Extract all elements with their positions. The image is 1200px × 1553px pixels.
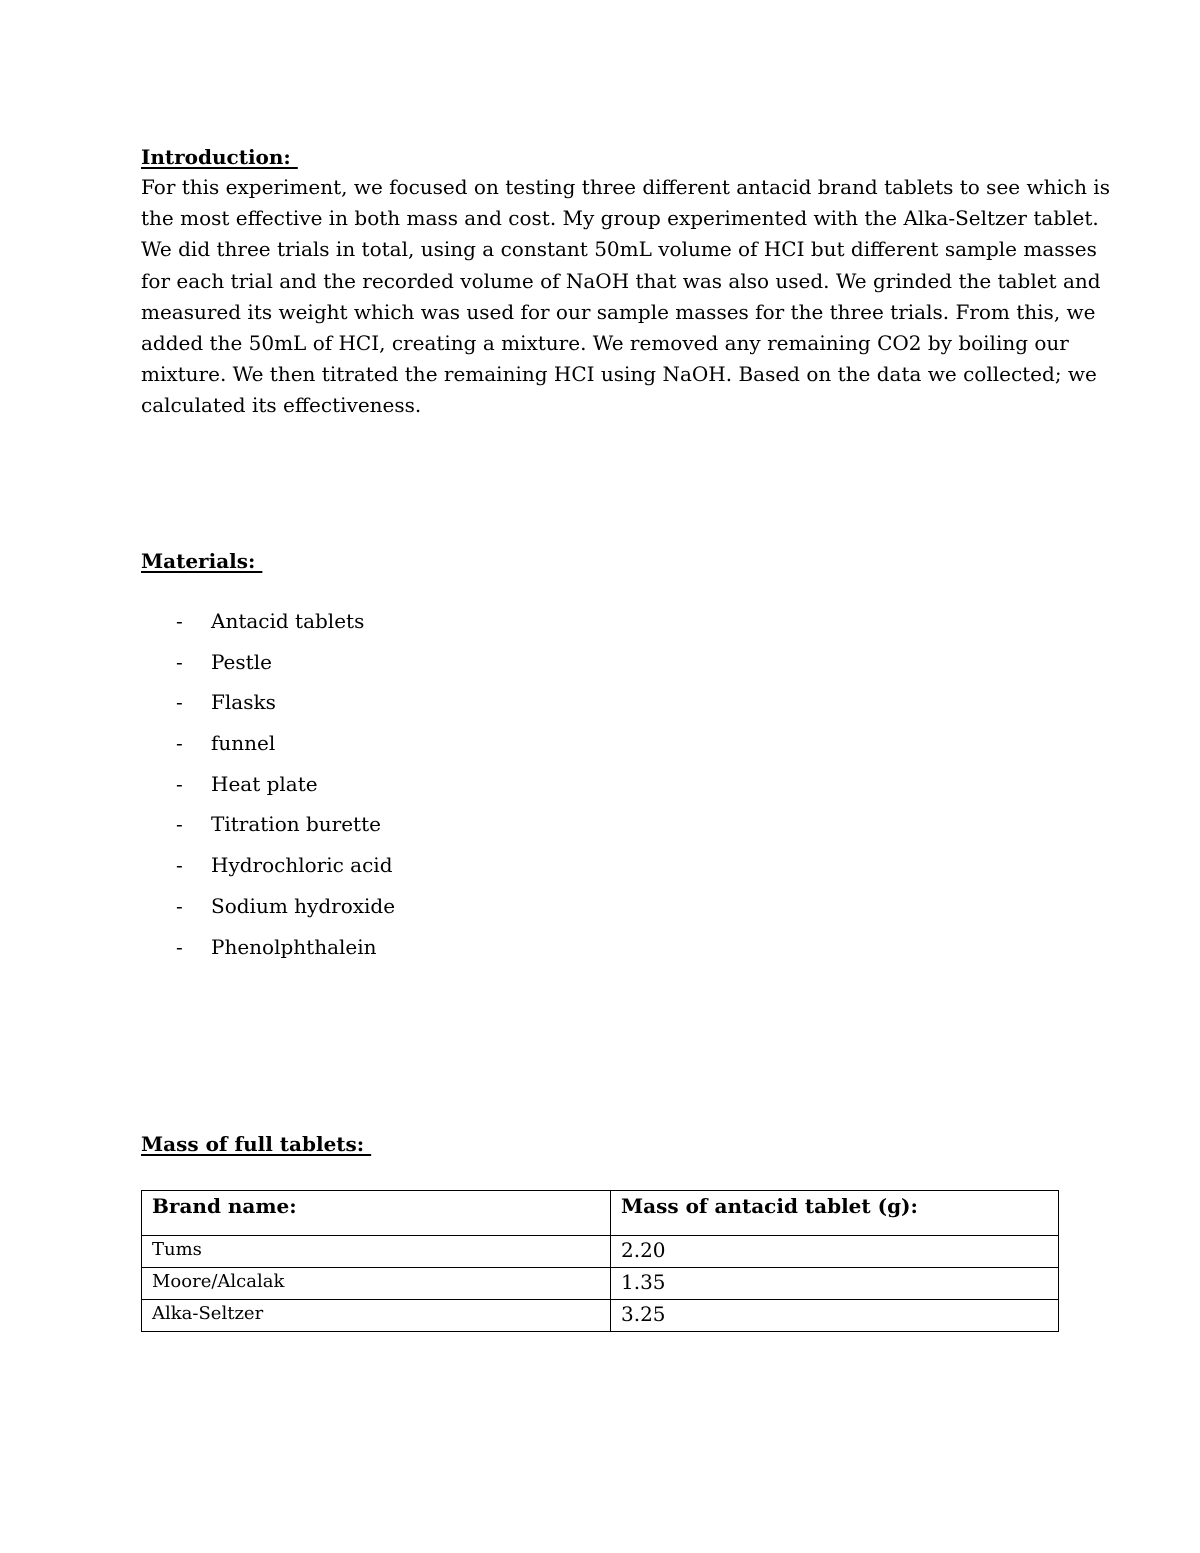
introduction-line: measured its weight which was used for our sample masses for the three trials. From this, we [141, 299, 1096, 324]
bullet-dash: - [176, 853, 183, 878]
table-header-row [142, 1191, 1059, 1236]
bullet-dash: - [176, 690, 183, 715]
introduction-heading: Introduction: [141, 145, 298, 169]
material-item-label: Titration burette [211, 812, 381, 837]
mass-cell: 2.20 [611, 1236, 1059, 1268]
material-item-label: funnel [211, 731, 276, 756]
introduction-line: calculated its effectiveness. [141, 393, 422, 418]
bullet-dash: - [176, 893, 183, 918]
material-item-label: Phenolphthalein [211, 934, 377, 959]
bullet-dash: - [176, 609, 183, 633]
introduction-line: We did three trials in total, using a constant 50mL volume of HCI but different sample masses [141, 237, 1097, 262]
materials-heading: Materials: [141, 549, 263, 573]
material-item-label: Antacid tablets [211, 609, 365, 633]
bullet-dash: - [176, 771, 183, 796]
bullet-dash: - [176, 812, 183, 837]
mass-cell: 1.35 [611, 1268, 1059, 1300]
introduction-line: for each trial and the recorded volume of NaOH that was also used. We grinded the tablet and [141, 268, 1101, 293]
material-item-label: Heat plate [211, 771, 318, 796]
brand-cell: Moore/Alcalak [142, 1268, 611, 1300]
brand-cell: Tums [142, 1236, 611, 1268]
mass-heading: Mass of full tablets: [141, 1132, 372, 1156]
table-row [142, 1300, 1059, 1332]
brand-cell: Alka-Seltzer [142, 1300, 611, 1332]
table-row [142, 1268, 1059, 1300]
brand-name-header: Brand name: [142, 1191, 611, 1236]
bullet-dash: - [176, 934, 183, 959]
introduction-line: mixture. We then titrated the remaining HCI using NaOH. Based on the data we collected; we [141, 362, 1097, 387]
material-item-label: Flasks [211, 690, 276, 715]
material-item-label: Pestle [211, 649, 272, 674]
introduction-line: the most effective in both mass and cost. My group experimented with the Alka-Seltzer tablet. [141, 206, 1099, 231]
table-row [142, 1236, 1059, 1268]
bullet-dash: - [176, 649, 183, 674]
material-item-label: Hydrochloric acid [211, 853, 393, 878]
mass-cell: 3.25 [611, 1300, 1059, 1332]
mass-table [141, 1190, 1059, 1332]
mass-header: Mass of antacid tablet (g): [611, 1191, 1059, 1236]
introduction-paragraph [141, 172, 1110, 422]
material-item-label: Sodium hydroxide [211, 893, 396, 918]
bullet-dash: - [176, 731, 183, 756]
introduction-line: For this experiment, we focused on testing three different antacid brand tablets to see which is [141, 175, 1110, 199]
introduction-line: added the 50mL of HCI, creating a mixture. We removed any remaining CO2 by boiling our [141, 331, 1069, 356]
